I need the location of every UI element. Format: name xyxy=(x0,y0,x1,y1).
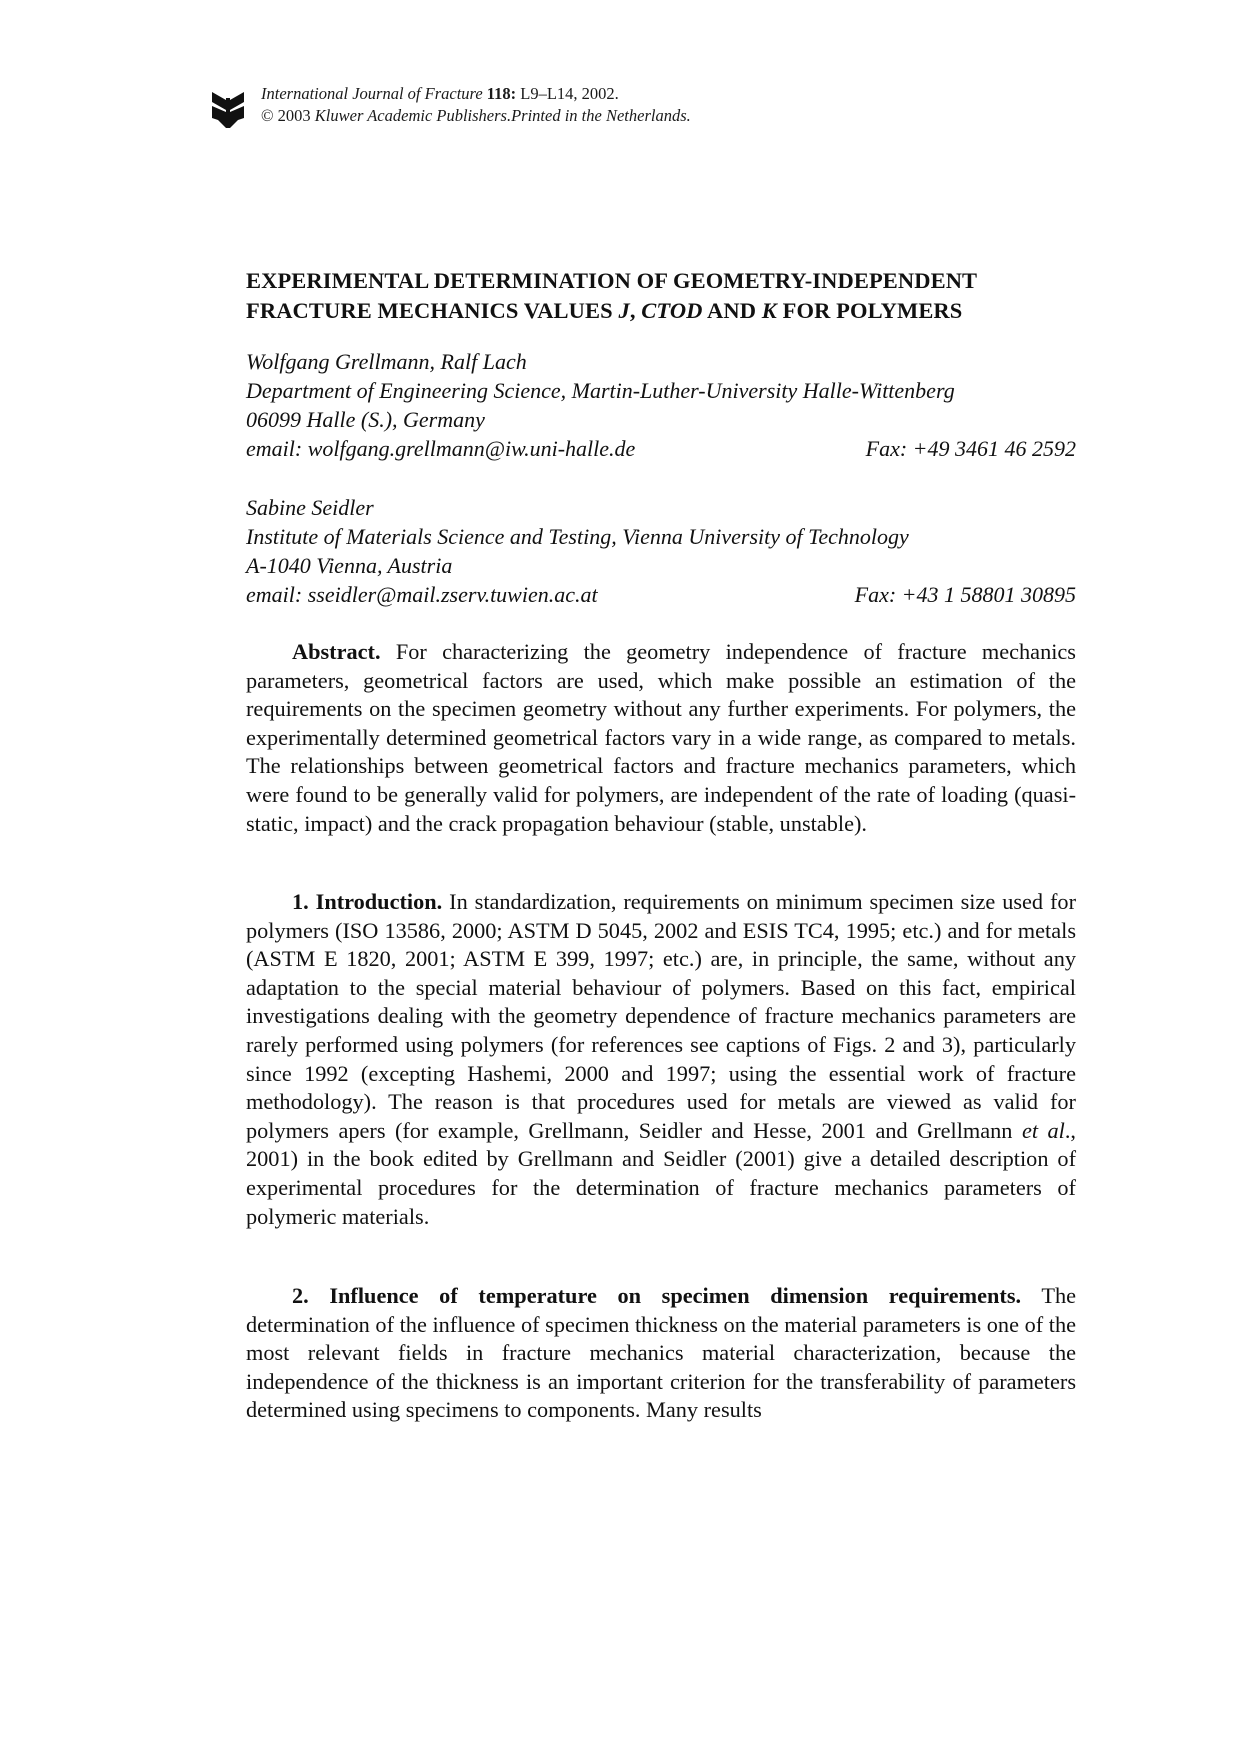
introduction-text: In standardization, requirements on minimum specimen size used for polymers (ISO 13586, 2000; ASTM D 5045, 2002 and ESIS TC4, 1995; etc.) and for metals (ASTM E 1820, 2001; ASTM E 399, 1997; etc.) are, in principle, the same, without any adaptation to the special material behaviour of polymers. Based on this fact, empirical investigations dealing with the geometry dependence of fracture mechanics parameters are rarely performed using polymers (for references see captions of Figs. 2 and 3), particularly since 1992 (excepting Hashemi, 2000 and 1997; using the essential work of fracture methodology). The reason is that procedures used for metals are viewed as valid for polymers apers (for example, Grellmann, Seidler and Hesse, 2001 and Grellmann xyxy=(246,889,1076,1143)
author-address: 06099 Halle (S.), Germany xyxy=(246,407,485,432)
section-2 xyxy=(246,1282,1076,1425)
copyright-line xyxy=(261,105,691,127)
author-block-2 xyxy=(246,493,1076,609)
author-block-1 xyxy=(246,347,1076,463)
citation-line xyxy=(261,83,691,105)
journal-volume: 118: xyxy=(486,84,517,103)
title-text: AND xyxy=(702,298,762,323)
author-fax: Fax: +43 1 58801 30895 xyxy=(854,582,1076,607)
journal-header xyxy=(261,83,691,127)
publisher-logo-icon xyxy=(210,90,246,130)
journal-pages-year: L9–L14, 2002. xyxy=(520,84,619,103)
abstract-paragraph xyxy=(246,638,1076,838)
title-line-2 xyxy=(246,296,1086,326)
author-email: email: sseidler@mail.zserv.tuwien.ac.at xyxy=(246,582,598,607)
introduction-paragraph xyxy=(246,888,1076,1231)
publisher-note: Kluwer Academic Publishers.Printed in the Netherlands. xyxy=(314,106,691,125)
abstract-section xyxy=(246,638,1076,838)
introduction-heading: 1. Introduction. xyxy=(292,889,443,914)
section-2-paragraph xyxy=(246,1282,1076,1425)
section-2-text: The determination of the influence of specimen thickness on the material parameters is one of the most relevant fields in fracture mechanics material characterization, because the independence of the thickness is an important criterion for the transferability of parameters determined using specimens to components. Many results xyxy=(246,1283,1076,1423)
title-symbol-k: K xyxy=(761,298,777,323)
copyright-year: © 2003 xyxy=(261,106,311,125)
title-symbol-ctod: CTOD xyxy=(641,298,703,323)
title-text: FRACTURE MECHANICS VALUES xyxy=(246,298,619,323)
introduction-section xyxy=(246,888,1076,1231)
author-affiliation: Department of Engineering Science, Martin-Luther-University Halle-Wittenberg xyxy=(246,378,955,403)
journal-name: International Journal of Fracture xyxy=(261,84,483,103)
section-2-heading: 2. Influence of temperature on specimen dimension requirements. xyxy=(292,1283,1022,1308)
introduction-et-al: et al xyxy=(1021,1117,1065,1143)
title-symbol-j: J xyxy=(618,298,630,323)
author-affiliation: Institute of Materials Science and Testing, Vienna University of Technology xyxy=(246,524,909,549)
author-address: A-1040 Vienna, Austria xyxy=(246,553,453,578)
author-fax: Fax: +49 3461 46 2592 xyxy=(865,436,1076,461)
title-text: , xyxy=(629,298,642,323)
author-names: Sabine Seidler xyxy=(246,495,374,520)
author-email: email: wolfgang.grellmann@iw.uni-halle.de xyxy=(246,436,636,461)
author-contact xyxy=(246,434,1076,463)
paper-title xyxy=(246,266,1086,326)
title-line-1: EXPERIMENTAL DETERMINATION OF GEOMETRY-INDEPENDENT xyxy=(246,268,978,293)
title-text: FOR POLYMERS xyxy=(776,298,963,323)
introduction-text-cont: ., 2001) in the book edited by Grellmann and Seidler (2001) give a detailed description of experimental procedures for the determination of fracture mechanics parameters of polymeric materials. xyxy=(246,1117,1076,1229)
author-contact xyxy=(246,580,1076,609)
abstract-text: For characterizing the geometry independence of fracture mechanics parameters, geometrical factors are used, which make possible an estimation of the requirements on the specimen geometry without any further experiments. For polymers, the experimentally determined geometrical factors vary in a wide range, as compared to metals. The relationships between geometrical factors and fracture mechanics parameters, which were found to be generally valid for polymers, are independent of the rate of loading (quasi-static, impact) and the crack propagation behaviour (stable, unstable). xyxy=(246,639,1076,836)
abstract-heading: Abstract. xyxy=(292,639,381,664)
author-names: Wolfgang Grellmann, Ralf Lach xyxy=(246,349,527,374)
